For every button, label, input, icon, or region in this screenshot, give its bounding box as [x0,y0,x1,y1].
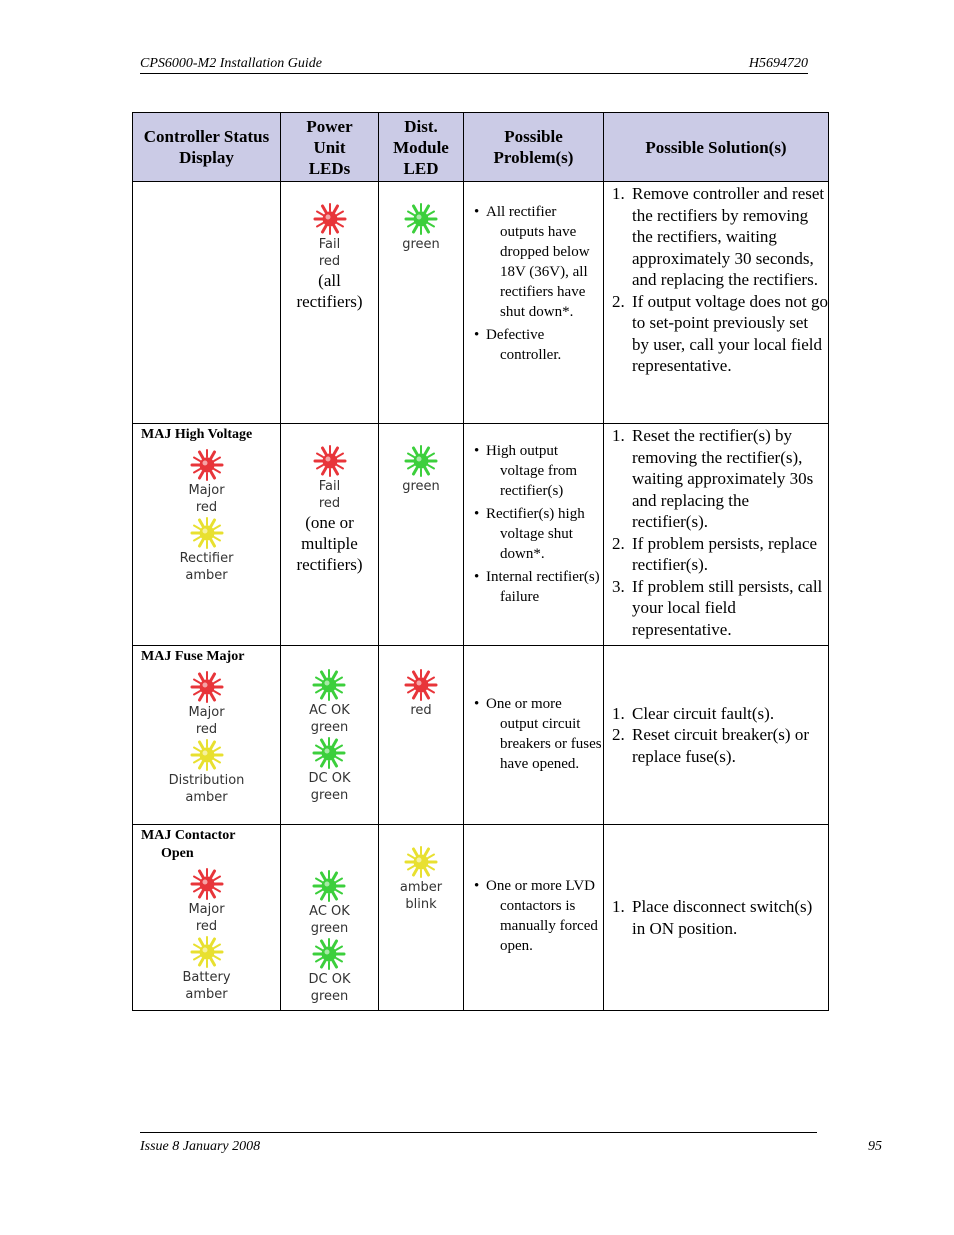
red-led [402,668,440,719]
led-label: AC OK [309,904,350,919]
header-document-number: H5694720 [748,56,808,71]
led-red-icon [311,444,349,478]
controller-cell [133,825,281,1011]
led-color-label: amber [185,987,228,1002]
controller-cell [133,646,281,825]
led-amber-icon [188,516,226,550]
problem-item: • Rectifier(s) high voltage shut down*. [474,504,603,564]
led-red-icon [311,202,349,236]
col-header-problems: Possible Problem(s) [464,113,604,182]
power-cell [281,646,379,825]
major-red-led [188,448,226,516]
amber-blink-led [400,845,442,913]
battery-amber-led [182,935,230,1003]
rectifier-amber-led [180,516,234,584]
problem-item: • Internal rectifier(s) failure [474,567,603,607]
led-label: Rectifier [179,551,234,566]
problems-cell [464,646,604,825]
col-header-power: Power Unit LEDs [281,113,379,182]
power-note: (one or multiple rectifiers) [296,513,363,574]
green-led [402,444,440,495]
solution-item: 1. Remove controller and reset the rectifiers by removing the rectifiers, waiting approximately 30 seconds, and replacing the rectifiers. [612,184,825,289]
led-green-icon [310,869,348,903]
led-color-label: amber [185,568,228,583]
solution-item: 2. If output voltage does not go to set-point previously set by user, call your local field representative. [612,291,828,375]
led-label: Fail [318,479,341,494]
solutions-cell [604,182,829,424]
led-label: Battery [182,970,231,985]
dc-ok-green-led [309,736,351,804]
ac-ok-green-led [309,668,350,736]
led-label: Major [188,483,225,498]
controller-status-title-line: MAJ Contactor [141,828,236,843]
dist-cell [379,825,464,1011]
problem-item: • One or more output circuit breakers or fuses have opened. [474,694,603,774]
troubleshooting-table [132,112,829,1011]
solution-item: 2. Reset circuit breaker(s) or replace fuse(s). [612,725,809,766]
led-label: DC OK [308,771,351,786]
led-color-label: blink [405,897,437,912]
page-number: 95 [868,1139,882,1154]
controller-status-title-line: Open [161,846,194,861]
led-red-icon [188,670,226,704]
table-row [133,182,829,424]
green-led [402,202,440,253]
solutions-cell [604,825,829,1011]
problem-item: • One or more LVD contactors is manually forced open. [474,876,603,956]
led-color-label: green [310,720,349,735]
power-cell [281,825,379,1011]
solution-item: 1. Clear circuit fault(s). [612,703,775,723]
major-red-led [188,867,226,935]
led-color-label: amber [185,790,228,805]
led-label: Major [188,902,225,917]
controller-status-title: MAJ High Voltage [141,427,253,442]
controller-status-title [133,825,280,863]
power-note: (all rectifiers) [296,271,363,311]
power-cell [281,182,379,424]
led-label: red [410,703,432,718]
led-green-icon [402,444,440,478]
led-green-icon [310,668,348,702]
solution-item: 3. If problem still persists, call your local field representative. [612,576,823,639]
solution-item: 1. Place disconnect switch(s) in ON position. [612,897,813,938]
power-cell [281,424,379,646]
fail-red-led [311,444,349,512]
led-label: Distribution [168,773,245,788]
problems-cell [464,825,604,1011]
controller-cell [133,424,281,646]
led-label: Major [188,705,225,720]
led-color-label: red [318,496,341,511]
led-amber-icon [188,738,226,772]
led-green-icon [310,736,348,770]
solution-item: 1. Reset the rectifier(s) by removing the rectifier(s), waiting approximately 30s and replacing the rectifier(s). [612,426,814,531]
footer-issue-date: Issue 8 January 2008 [140,1139,261,1154]
fail-red-led [311,202,349,270]
led-green-icon [402,202,440,236]
led-label: amber [399,880,443,895]
ac-ok-green-led [309,869,350,937]
table-header-row [133,113,829,182]
problems-cell [464,424,604,646]
led-color-label: red [195,500,218,515]
col-header-solutions: Possible Solution(s) [604,113,829,182]
controller-cell [133,182,281,424]
problem-item: • All rectifier outputs have dropped below 18V (36V), all rectifiers have shut down*. [474,202,603,322]
distribution-amber-led [169,738,245,806]
led-label: green [402,479,440,494]
major-red-led [188,670,226,738]
solution-item: 2. If problem persists, replace rectifier(s). [612,533,818,574]
table-row [133,825,829,1011]
problem-item: • Defective controller. [474,325,603,365]
col-header-controller: Controller Status Display [133,113,281,182]
led-red-icon [188,448,226,482]
controller-status-title: MAJ Fuse Major [141,649,245,664]
col-header-dist: Dist. Module LED [379,113,464,182]
led-red-icon [402,668,440,702]
led-red-icon [188,867,226,901]
problem-item: • High output voltage from rectifier(s) [474,441,603,501]
led-label: green [402,237,440,252]
led-color-label: red [318,254,341,269]
led-color-label: green [310,989,349,1004]
header-document-title: CPS6000-M2 Installation Guide [140,56,322,71]
led-color-label: red [195,919,218,934]
page-header [140,56,808,74]
led-color-label: green [310,788,349,803]
led-color-label: red [195,722,218,737]
dist-cell [379,424,464,646]
led-label: DC OK [308,972,351,987]
led-amber-icon [188,935,226,969]
table-row [133,646,829,825]
solutions-cell [604,646,829,825]
solutions-cell [604,424,829,646]
dist-cell [379,646,464,825]
dc-ok-green-led [309,937,351,1005]
led-green-icon [310,937,348,971]
table-row [133,424,829,646]
footer-rule [140,1132,817,1133]
led-label: AC OK [309,703,350,718]
dist-cell [379,182,464,424]
led-label: Fail [318,237,341,252]
problems-cell [464,182,604,424]
led-amber-icon [402,845,440,879]
led-color-label: green [310,921,349,936]
